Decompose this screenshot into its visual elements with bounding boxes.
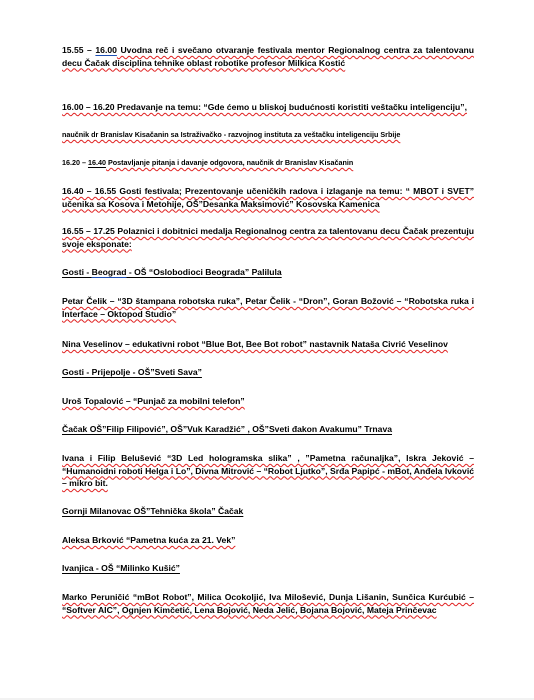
heading-city: Beograd xyxy=(91,267,127,277)
lecturer-line: naučnik dr Branislav Kisačanin sa Istraživačko - razvojnog instituta za veštačku inteligenciju Srbije xyxy=(62,130,401,139)
schedule-item-lecture xyxy=(62,101,474,114)
prijepolje-project: Uroš Topalović – “Punjač za mobilni telefon” xyxy=(62,396,245,406)
beograd-teacher-line: Nina Veselinov – edukativni robot “Blue Bot, Bee Bot robot” nastavnik Nataša Civrić Veselinov xyxy=(62,339,448,349)
heading-prefix: Gosti - xyxy=(62,267,92,277)
cacak-projects: Ivana i Filip Belušević “3D Led hologramska slika” , ”Pametna računaljka”, Iskra Jeković – “Humanoidni roboti Helga i Lo”, Divna Mitrović – “Robot Ljutko”, Srđa Papipć - mBot, Anđela Ivković – mikro bit. xyxy=(62,453,474,488)
section-heading-ivanjica: Ivanjica - OŠ “Milinko Kušić” xyxy=(62,563,180,573)
opening-text: Uvodna reč i svečano otvaranje festivala mentor Regionalnog centra za talentovanu decu Čačak disciplina tehnike oblast robotike profesor Milkica Kostić xyxy=(62,45,474,68)
schedule-item-questions xyxy=(62,157,474,170)
schedule-item-opening xyxy=(62,44,474,69)
ivanjica-projects: Marko Peruničić “mBot Robot”, Milica Ocokoljić, Iva Milošević, Dunja Lišanin, Sunčica Kurćubić – “Softver AIC”, Ognjen Kimčetić, Lena Bojović, Neda Jelić, Bojana Bojović, Mateja Prinčevac xyxy=(62,592,474,615)
beograd-projects: Petar Čelik – “3D štampana robotska ruka”, Petar Čelik - “Dron”, Goran Božović – “Robotska ruka i Interface – Oktopod Studio” xyxy=(62,296,474,319)
time-start: 15.55 – xyxy=(62,45,96,55)
time-end: 16.00 xyxy=(95,45,117,55)
lecture-text: 16.00 – 16.20 Predavanje na temu: “Gde ćemo u bliskoj budućnosti koristiti veštačku inteligenciju”, xyxy=(62,102,467,112)
section-heading-prijepolje: Gosti - Prijepolje - OŠ”Sveti Sava” xyxy=(62,367,202,377)
section-heading-cacak: Čačak OŠ”Filip Filipović”, OŠ”Vuk Karadžić” , OŠ”Sveti đakon Avakumu” Trnava xyxy=(62,424,393,434)
schedule-item-medalists: 16.55 – 17.25 Polaznici i dobitnici medalja Regionalnog centra za talentovanu decu Čačak prezentuju svoje eksponate: xyxy=(62,226,474,249)
heading-school: - OŠ “Oslobodioci Beograda” Palilula xyxy=(126,267,282,277)
time-start: 16.20 – xyxy=(62,158,88,167)
section-heading-gornji-milanovac: Gornji Milanovac OŠ”Tehnička škola” Čačak xyxy=(62,506,244,516)
schedule-item-guests: 16.40 – 16.55 Gosti festivala; Prezentovanje učeničkih radova i izlaganje na temu: “ MBOT i SVET” učenika sa Kosova i Metohije, OŠ”Desanka Maksimović” Kosovska Kamenica xyxy=(62,186,474,209)
time-end: 16.40 xyxy=(87,158,106,167)
gornji-milanovac-project: Aleksa Brković “Pametna kuća za 21. Vek” xyxy=(62,535,236,545)
section-heading-beograd xyxy=(62,266,474,279)
questions-text: Postavljanje pitanja i davanje odgovora, naučnik dr Branislav Kisačanin xyxy=(105,158,354,167)
